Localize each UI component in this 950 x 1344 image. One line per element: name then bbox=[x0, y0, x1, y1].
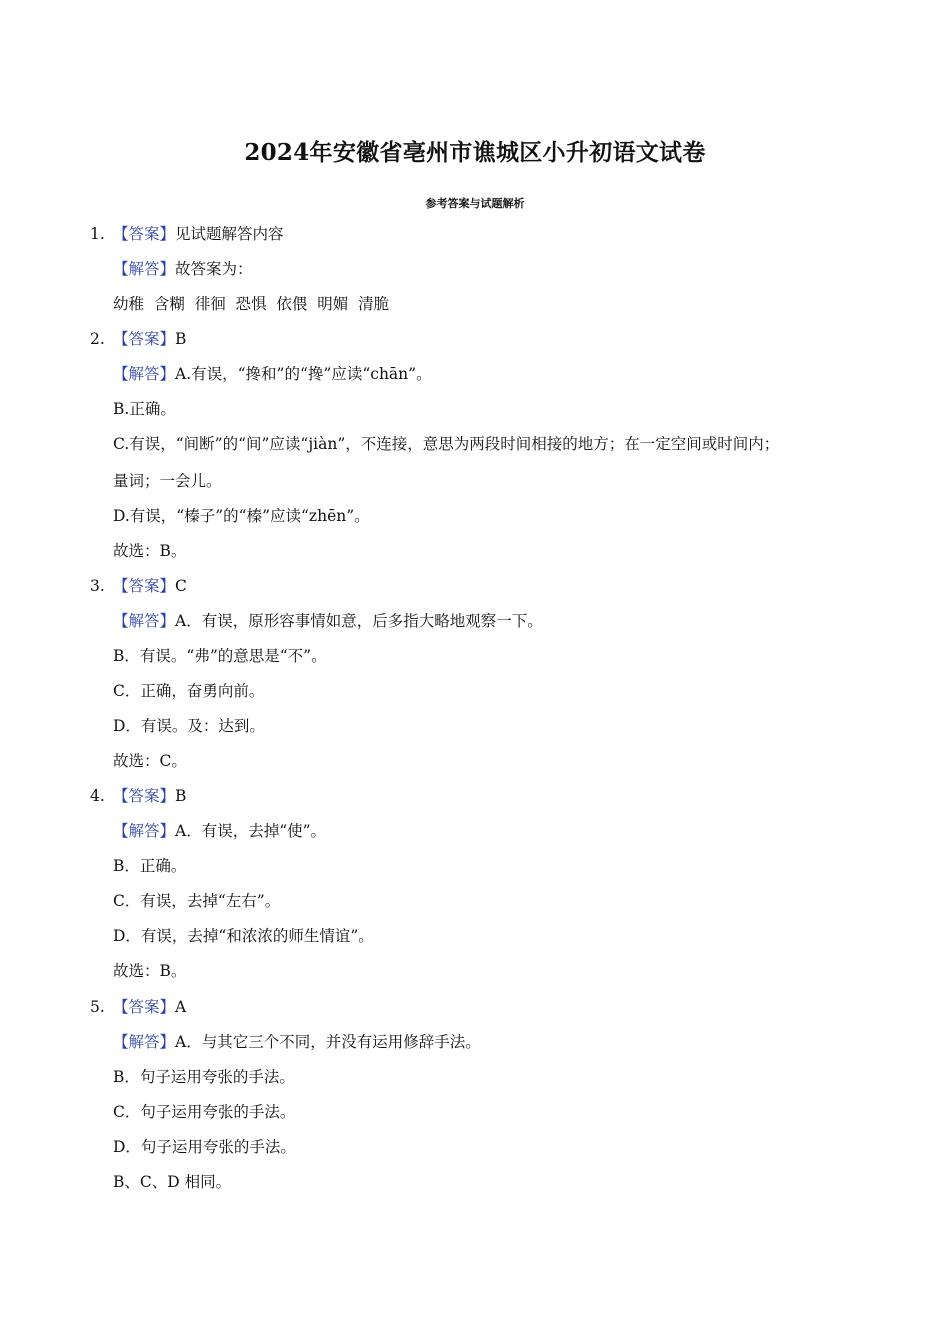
option-line: B.正确。 bbox=[113, 400, 176, 418]
analysis-text: A．有误，原形容事情如意，后多指大略地观察一下。 bbox=[175, 612, 543, 630]
question-number: 3. bbox=[90, 577, 105, 595]
analysis-tag: 【解答】 bbox=[113, 612, 176, 630]
analysis-text: 故答案为： bbox=[175, 260, 253, 278]
option-line: B．有误。“弗”的意思是“不”。 bbox=[113, 647, 327, 665]
option-line: B．句子运用夸张的手法。 bbox=[113, 1068, 295, 1086]
analysis-tag: 【解答】 bbox=[113, 1033, 176, 1051]
option-line: C．句子运用夸张的手法。 bbox=[113, 1103, 296, 1121]
analysis-line bbox=[113, 364, 432, 384]
option-line: D．句子运用夸张的手法。 bbox=[113, 1138, 296, 1156]
option-line: B、C、D 相同。 bbox=[113, 1173, 232, 1191]
answer-text: 见试题解答内容 bbox=[175, 225, 284, 243]
analysis-text: A．与其它三个不同，并没有运用修辞手法。 bbox=[175, 1033, 481, 1051]
question-number: 2. bbox=[90, 330, 105, 348]
answer-tag: 【答案】 bbox=[113, 577, 176, 595]
answer-line bbox=[113, 576, 187, 596]
analysis-line bbox=[113, 821, 326, 841]
question-number: 4. bbox=[90, 787, 105, 805]
answer-tag: 【答案】 bbox=[113, 330, 176, 348]
analysis-tag: 【解答】 bbox=[113, 260, 176, 278]
option-line: D．有误，去掉“和浓浓的师生情谊”。 bbox=[113, 927, 374, 945]
question-number: 1. bbox=[90, 225, 105, 243]
answer-line bbox=[113, 329, 186, 349]
document-subtitle: 参考答案与试题解析 bbox=[425, 197, 525, 210]
analysis-line bbox=[113, 611, 543, 631]
option-line: 量词；一会儿。 bbox=[113, 472, 222, 490]
answer-text: C bbox=[175, 577, 187, 595]
question-number: 5. bbox=[90, 998, 105, 1016]
answer-text: A bbox=[175, 998, 187, 1016]
document-title: 2024年安徽省亳州市谯城区小升初语文试卷 bbox=[244, 139, 706, 166]
answer-tag: 【答案】 bbox=[113, 225, 176, 243]
analysis-tag: 【解答】 bbox=[113, 365, 176, 383]
answer-line bbox=[113, 997, 186, 1017]
answer-text: B bbox=[175, 330, 187, 348]
answer-line bbox=[113, 786, 186, 806]
analysis-line bbox=[113, 1032, 481, 1052]
option-line: B．正确。 bbox=[113, 857, 187, 875]
analysis-text: A.有误，“搀和”的“搀”应读“chān”。 bbox=[175, 365, 432, 383]
analysis-line bbox=[113, 259, 253, 279]
word-list: 幼稚 含糊 徘徊 恐惧 依偎 明媚 清脆 bbox=[113, 295, 390, 313]
answer-tag: 【答案】 bbox=[113, 998, 176, 1016]
analysis-text: A．有误，去掉“使”。 bbox=[175, 822, 327, 840]
option-line: C．有误，去掉“左右”。 bbox=[113, 892, 281, 910]
answer-text: B bbox=[175, 787, 187, 805]
answer-line bbox=[113, 224, 284, 244]
option-line: D．有误。及：达到。 bbox=[113, 717, 265, 735]
conclusion-line: 故选：B。 bbox=[113, 962, 187, 980]
option-line: D.有误，“榛子”的“榛”应读“zhēn”。 bbox=[113, 507, 370, 525]
conclusion-line: 故选：C。 bbox=[113, 752, 187, 770]
option-line: C.有误，“间断”的“间”应读“jiàn”，不连接，意思为两段时间相接的地方；在一定空间或时间内； bbox=[113, 435, 780, 453]
option-line: C．正确，奋勇向前。 bbox=[113, 682, 265, 700]
conclusion-line: 故选：B。 bbox=[113, 542, 187, 560]
answer-tag: 【答案】 bbox=[113, 787, 176, 805]
analysis-tag: 【解答】 bbox=[113, 822, 176, 840]
